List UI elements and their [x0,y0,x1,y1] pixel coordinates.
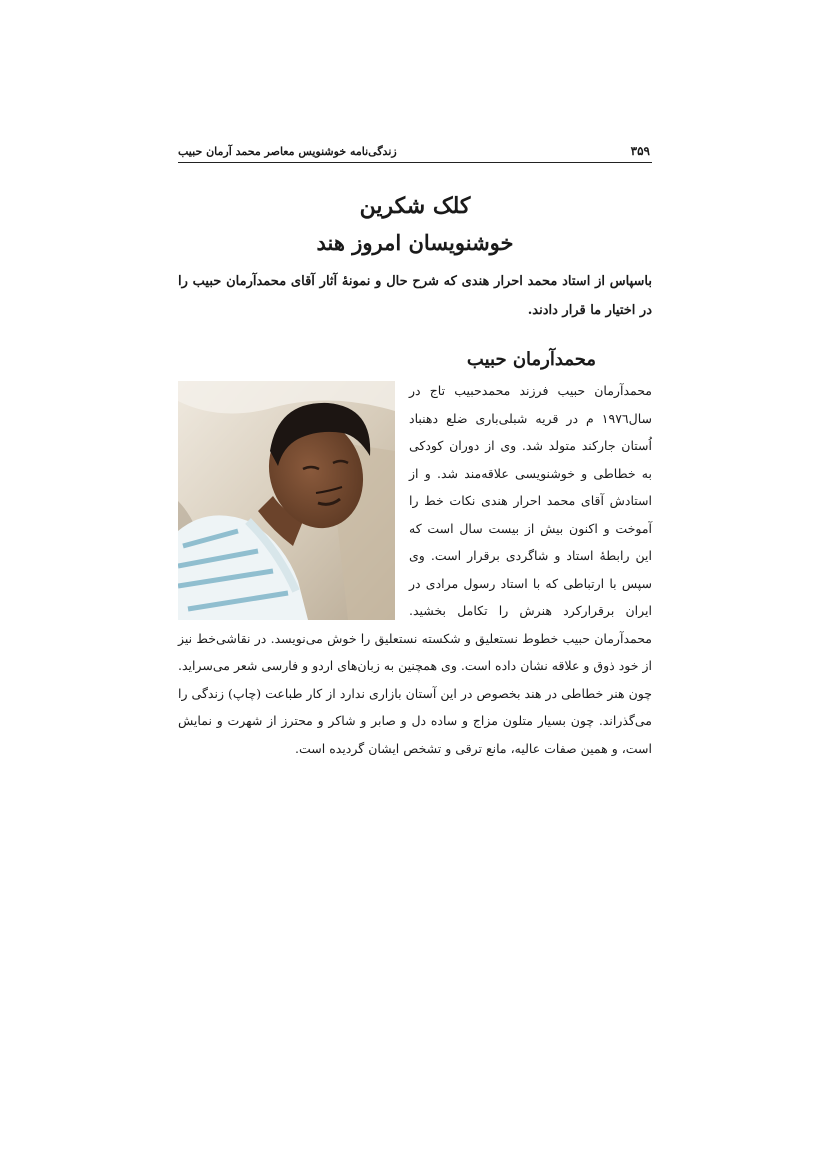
main-title: کلک شکرین [359,193,471,219]
running-header [178,138,652,163]
section-title: محمدآرمان حبیب [466,349,596,370]
portrait-photo [178,381,395,620]
sub-title: خوشنویسان امروز هند [316,230,514,255]
page-number: ۳۵۹ [630,144,650,158]
acknowledgement-paragraph: باسپاس از استاد محمد احرار هندی که شرح حال و نمونهٔ آثار آقای محمدآرمان حبیب را در اختیار ما قرار دادند. [178,274,652,318]
page [178,138,652,762]
biography-paragraph: محمدآرمان حبیب فرزند محمدحبیب تاج در سال۱۹۷٦ م در قریه شبلی‌باری ضلع دهنباد اُستان جارکند متولد شد. وی از دوران کودکی به خطاطی و خوشنویسی علاقه‌مند شد. و از استادش آقای محمد احرار هندی نکات خط را آموخت و اکنون بیش از بیست سال است که این رابطهٔ استاد و شاگردی برقرار است. وی سپس با ارتباطی که با استاد رسول مرادی در ایران برقرارکرد هنرش را تکامل بخشید. محمدآرمان حبیب خطوط نستعلیق و شکسته نستعلیق را خوش می‌نویسد. در نقاشی‌خط نیز از خود ذوق و علاقه نشان داده است. وی همچنین به زبان‌های اردو و فارسی شعر می‌سراید. چون هنر خطاطی در هند بخصوص در این آستان بازاری ندارد از کار طباعت (چاپ) زندگی را می‌گذراند. چون بسیار متلون مزاج و ساده دل و صابر و شاکر و محترز از شهرت و نمایش است، و همین صفات عالیه، مانع ترقی و تشخص ایشان گردیده است. [178,383,652,756]
portrait-photo-illustration [178,381,395,620]
running-title: زندگی‌نامه خوشنویس معاصر محمد آرمان حبیب [178,145,397,158]
